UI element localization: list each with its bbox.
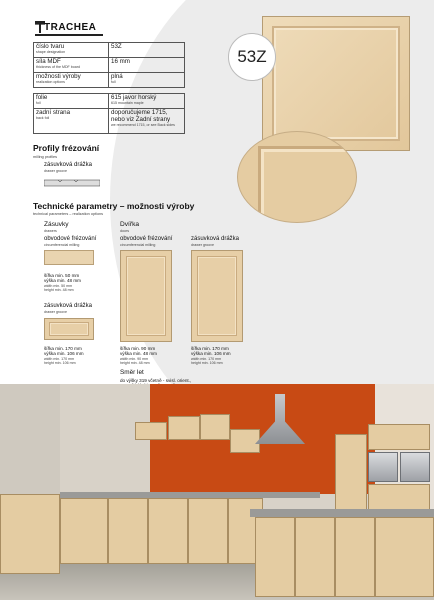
milling-subtitle: milling profiles: [33, 155, 58, 159]
drawer-groove-dims-en: width min. 170 mm height min. 106 mm: [44, 357, 76, 366]
spec-row: folie foil 615 javor horský 615 mountain maple: [34, 94, 185, 109]
drawer-groove-label-2: zásuvková drážka: [44, 303, 93, 309]
drawer-groove-sub: drawer groove: [44, 169, 67, 173]
spec-row: číslo tvaru shape designation 53Z: [34, 43, 185, 58]
brand-logo: [35, 21, 103, 35]
door-circ-label: obvodové frézování: [120, 236, 173, 242]
spec-row: možnosti výroby realization options plná full: [34, 73, 185, 88]
door-groove-sample: [191, 250, 243, 342]
microwave: [400, 452, 430, 482]
doors-label: Dvířka: [120, 221, 140, 228]
door-groove-dims-en: width min. 170 mm height min. 106 mm: [191, 357, 223, 366]
door-circ-sample: [120, 250, 172, 342]
door-circ-sub: circumferencial milling: [120, 243, 156, 247]
door-circ-dims: šířka min. 90 mm výška min. 48 mm: [120, 346, 158, 357]
drawer-circ-dims-en: width min. 50 mm height min. 48 mm: [44, 284, 74, 293]
island-counter: [250, 509, 434, 517]
spec-table-foil: [33, 93, 185, 134]
drawer-circ-sub: circumferencial milling: [44, 243, 80, 247]
spec-row: zadní strana back foil doporučujeme 1715, nebo viz Zadní strany we recommend 1715, or see Back sides: [34, 109, 185, 134]
tech-title: Technické parametry – možnosti výroby: [33, 201, 195, 211]
grain-title: Směr let: [120, 369, 144, 376]
door-detail-closeup: [237, 131, 357, 223]
tech-subtitle: technical parameters – realization options: [33, 212, 104, 216]
drawers-label: Zásuvky: [44, 221, 69, 228]
drawer-circ-swatch: [44, 250, 94, 265]
door-circ-dims-en: width min. 90 mm height min. 48 mm: [120, 357, 150, 366]
drawer-circ-label: obvodové frézování: [44, 236, 97, 242]
door-front-image: [262, 16, 410, 151]
kitchen-photo: [0, 384, 434, 600]
drawer-groove-sample: [44, 318, 94, 340]
doors-sub: doors: [120, 229, 129, 233]
model-code-badge: 53Z: [228, 33, 276, 81]
drawers-sub: drawers: [44, 229, 57, 233]
spec-table-basic: [33, 42, 185, 88]
door-groove-dims: šířka min. 170 mm výška min. 106 mm: [191, 346, 231, 357]
grain-text-cz: do výšky 319 včetně - svisl. orient.,: [120, 378, 192, 383]
spec-row: síla MDF thickness of the MDF board 16 mm: [34, 58, 185, 73]
oven: [368, 452, 398, 482]
door-groove-sub: drawer groove: [191, 243, 214, 247]
drawer-groove-dims: šířka min. 170 mm výška min. 106 mm: [44, 346, 84, 357]
drawer-groove-label: zásuvková drážka: [44, 162, 93, 168]
milling-title: Profily frézování: [33, 143, 100, 153]
logo-underline: [35, 34, 103, 36]
drawer-groove-sub-2: drawer groove: [44, 310, 67, 314]
groove-profile-icon: [44, 177, 100, 187]
drawer-circ-dims: šířka min. 50 mm výška min. 48 mm: [44, 273, 82, 284]
brand-name: TRACHEA: [44, 22, 97, 33]
door-groove-label: zásuvková drážka: [191, 236, 240, 242]
